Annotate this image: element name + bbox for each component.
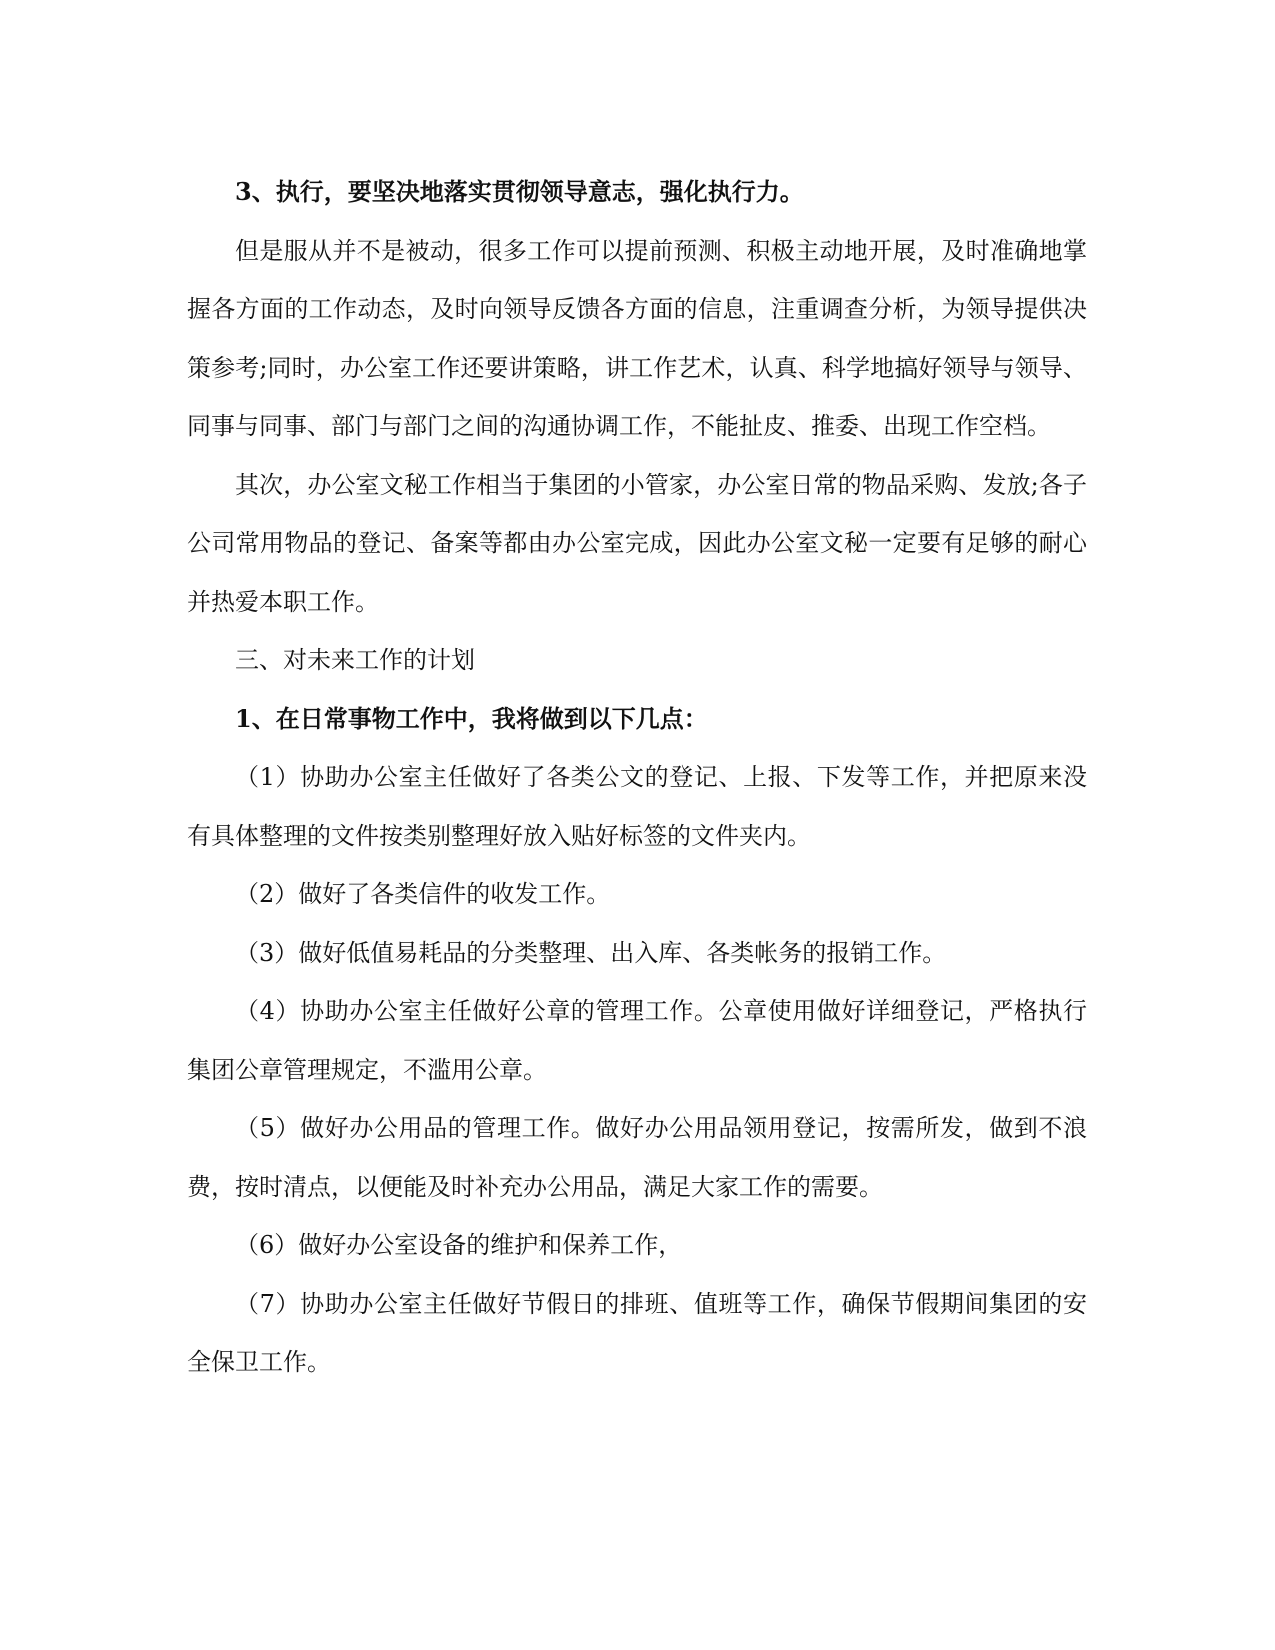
section-heading-future-plan: 三、对未来工作的计划 [235, 646, 475, 674]
list-item-7: （7）协助办公室主任做好节假日的排班、值班等工作，确保节假期间集团的安全保卫工作。 [187, 1289, 1087, 1376]
list-item-3: （3）做好低值易耗品的分类整理、出入库、各类帐务的报销工作。 [235, 938, 947, 967]
list-item-1: （1）协助办公室主任做好了各类公文的登记、上报、下发等工作，并把原来没有具体整理的文件按类别整理好放入贴好标签的文件夹内。 [187, 763, 1087, 850]
heading-daily-affairs: 1、在日常事物工作中，我将做到以下几点： [235, 703, 708, 733]
list-item-4: （4）协助办公室主任做好公章的管理工作。公章使用做好详细登记，严格执行集团公章管理规定，不滥用公章。 [187, 997, 1087, 1084]
list-item-6: （6）做好办公室设备的维护和保养工作， [235, 1231, 683, 1259]
document-page [187, 163, 1087, 1392]
list-item-5: （5）做好办公用品的管理工作。做好办公用品领用登记，按需所发，做到不浪费，按时清点，以便能及时补充办公用品，满足大家工作的需要。 [187, 1114, 1087, 1201]
paragraph-secretary-role: 其次，办公室文秘工作相当于集团的小管家，办公室日常的物品采购、发放;各子公司常用物品的登记、备案等都由办公室完成，因此办公室文秘一定要有足够的耐心并热爱本职工作。 [187, 470, 1087, 616]
paragraph-obedience: 但是服从并不是被动，很多工作可以提前预测、积极主动地开展，及时准确地掌握各方面的工作动态，及时向领导反馈各方面的信息，注重调查分析，为领导提供决策参考;同时，办公室工作还要讲策略，讲工作艺术，认真、科学地搞好领导与领导、同事与同事、部门与部门之间的沟通协调工作，不能扯皮、推委、出现工作空档。 [187, 236, 1087, 440]
list-item-2: （2）做好了各类信件的收发工作。 [235, 880, 611, 908]
heading-execution: 3、执行，要坚决地落实贯彻领导意志，强化执行力。 [235, 177, 804, 206]
